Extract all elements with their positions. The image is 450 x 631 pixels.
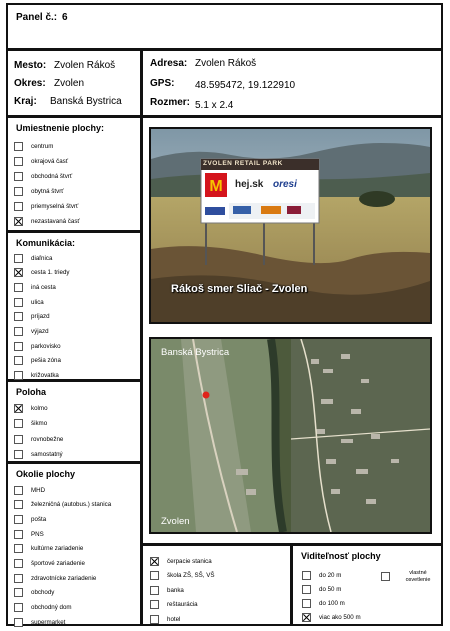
komunikacia-option[interactable] [14, 340, 61, 352]
okolie-label: obchodný dom [31, 604, 72, 612]
komunikacia-checkbox[interactable] [14, 312, 23, 321]
photo-caption: Rákoš smer Sliač - Zvolen [171, 283, 308, 295]
okolie-checkbox[interactable] [14, 618, 23, 627]
poloha-label: šikmo [31, 420, 48, 427]
rozmer-value: 5.1 x 2.4 [195, 100, 234, 111]
poloha-box [6, 380, 142, 463]
poloha-option[interactable] [14, 433, 63, 445]
komunikacia-checkbox[interactable] [14, 283, 23, 292]
okolie-option[interactable] [14, 587, 54, 599]
viditelnost-option[interactable] [302, 611, 361, 623]
viditelnost-option[interactable] [302, 569, 341, 581]
billboard-brand-1: hej.sk [235, 179, 264, 190]
viditelnost-checkbox[interactable] [302, 571, 311, 580]
komunikacia-label: cesta 1. triedy [31, 269, 70, 277]
komunikacia-label: križovatka [31, 372, 59, 380]
okres-label: Okres: [14, 78, 46, 89]
poloha-option[interactable] [14, 449, 63, 461]
okolie-label: supermarket [31, 618, 66, 626]
komunikacia-option[interactable] [14, 326, 49, 338]
umiestnenie-label: nezastavaná časť [31, 217, 80, 225]
billboard-sign-header: ZVOLEN RETAIL PARK [203, 160, 283, 167]
okolie-checkbox[interactable] [14, 486, 23, 495]
umiestnenie-option[interactable] [14, 155, 68, 167]
umiestnenie-option[interactable] [14, 185, 64, 197]
okolie-option[interactable] [14, 528, 44, 540]
umiestnenie-label: okrajová časť [31, 157, 69, 165]
komunikacia-checkbox[interactable] [14, 268, 23, 277]
okolie2-checkbox[interactable] [150, 586, 159, 595]
umiestnenie-option[interactable] [14, 140, 53, 152]
okolie2-label: reštaurácia [167, 601, 198, 608]
okolie-checkbox[interactable] [14, 544, 23, 553]
komunikacia-option[interactable] [14, 311, 50, 323]
umiestnenie-title: Umiestnenie plochy: [16, 123, 105, 133]
okolie-checkbox[interactable] [14, 574, 23, 583]
okolie-option[interactable] [14, 499, 111, 511]
panel-number-value: 6 [62, 12, 68, 23]
okolie-checkbox[interactable] [14, 603, 23, 612]
okolie-label: železničná (autobus.) stanica [31, 501, 112, 509]
umiestnenie-label: priemyselná štvrť [31, 202, 79, 210]
komunikacia-label: ulica [31, 298, 44, 306]
okolie2-label: čerpacie stanica [167, 557, 212, 565]
komunikacia-checkbox[interactable] [14, 298, 23, 307]
umiestnenie-label: obchodná štvrť [31, 172, 73, 180]
komunikacia-checkbox[interactable] [14, 371, 23, 380]
map-bottom-label: Zvolen [161, 516, 190, 527]
okolie2-box [141, 544, 292, 626]
okolie-label: športové zariadenie [31, 560, 86, 567]
viditelnost-checkbox[interactable] [302, 585, 311, 594]
poloha-checkbox[interactable] [14, 404, 23, 413]
okolie-title: Okolie plochy [16, 469, 76, 479]
komunikacia-label: diaľnica [31, 254, 53, 262]
viditelnost-label: do 20 m [319, 571, 342, 579]
kraj-label: Kraj: [14, 96, 37, 107]
kraj-value: Banská Bystrica [50, 96, 122, 107]
okolie-option[interactable] [14, 572, 96, 584]
poloha-checkbox[interactable] [14, 419, 23, 428]
okolie-checkbox[interactable] [14, 588, 23, 597]
billboard-photo [149, 127, 432, 324]
komunikacia-checkbox[interactable] [14, 342, 23, 351]
okolie2-checkbox[interactable] [150, 615, 159, 624]
okolie-option[interactable] [14, 558, 85, 570]
komunikacia-title: Komunikácia: [16, 238, 76, 248]
gps-label: GPS: [150, 78, 175, 89]
poloha-checkbox[interactable] [14, 450, 23, 459]
svg-text:M: M [209, 178, 223, 195]
okolie-label: MHD [31, 486, 46, 494]
osvetlenie-option[interactable] [381, 570, 437, 584]
viditelnost-option[interactable] [302, 597, 345, 609]
umiestnenie-checkbox[interactable] [14, 217, 23, 226]
viditelnost-label: viac ako 500 m [319, 613, 361, 621]
poloha-title: Poloha [16, 387, 47, 397]
okolie2-label: banka [167, 586, 184, 594]
poloha-label: kolmo [31, 404, 48, 412]
komunikacia-label: parkovisko [31, 342, 61, 350]
billboard-brand-2: oresi [273, 179, 297, 190]
map-pin-icon [203, 392, 210, 399]
okolie-label: obchody [31, 589, 55, 597]
umiestnenie-checkbox[interactable] [14, 172, 23, 181]
panel-number-label: Panel č.: [16, 12, 58, 23]
komunikacia-option[interactable] [14, 267, 70, 279]
komunikacia-label: pešia zóna [31, 357, 61, 365]
komunikacia-checkbox[interactable] [14, 254, 23, 263]
umiestnenie-option[interactable] [14, 200, 78, 212]
okolie2-checkbox[interactable] [150, 571, 159, 580]
viditelnost-label: do 50 m [319, 585, 342, 593]
adresa-value: Zvolen Rákoš [195, 58, 257, 69]
osvetlenie-label: vlastné osvetlenie [405, 570, 431, 583]
okolie-checkbox[interactable] [14, 500, 23, 509]
komunikacia-checkbox[interactable] [14, 327, 23, 336]
okolie-box [6, 462, 142, 626]
location-box [6, 49, 142, 117]
gps-value: 48.595472, 19.122910 [195, 80, 296, 91]
komunikacia-label: príjazd [31, 313, 50, 321]
komunikacia-option[interactable] [14, 281, 56, 293]
umiestnenie-checkbox[interactable] [14, 202, 23, 211]
komunikacia-label: výjazd [31, 328, 49, 335]
rozmer-label: Rozmer: [150, 97, 191, 108]
viditelnost-option[interactable] [302, 583, 341, 595]
viditelnost-label: do 100 m [319, 599, 345, 607]
komunikacia-label: iná cesta [31, 283, 56, 291]
okolie-option[interactable] [14, 602, 72, 614]
komunikacia-option[interactable] [14, 355, 61, 367]
adresa-label: Adresa: [150, 58, 188, 69]
okolie2-checkbox[interactable] [150, 600, 159, 609]
komunikacia-box [6, 231, 142, 381]
okolie-label: PNS [31, 530, 44, 538]
umiestnenie-option[interactable] [14, 170, 72, 182]
okolie-option[interactable] [14, 543, 83, 555]
okolie2-label: hotel [167, 615, 181, 623]
okolie2-option[interactable] [150, 613, 180, 625]
viditelnost-checkbox[interactable] [302, 599, 311, 608]
okolie-label: kultúrne zariadenie [31, 545, 84, 553]
umiestnenie-label: obytná štvrť [31, 187, 64, 195]
address-box [141, 49, 443, 117]
poloha-label: rovnobežne [31, 435, 64, 443]
umiestnenie-label: centrum [31, 142, 54, 150]
okolie-option[interactable] [14, 616, 65, 628]
okolie2-option[interactable] [150, 599, 198, 611]
okolie-checkbox[interactable] [14, 530, 23, 539]
umiestnenie-checkbox[interactable] [14, 157, 23, 166]
okolie2-label: škola ZŠ, SŠ, VŠ [167, 572, 215, 579]
okolie-option[interactable] [14, 484, 45, 496]
okolie2-option[interactable] [150, 570, 214, 582]
komunikacia-option[interactable] [14, 252, 52, 264]
umiestnenie-checkbox[interactable] [14, 142, 23, 151]
map-top-label: Banská Bystrica [161, 347, 230, 358]
mesto-label: Mesto: [14, 60, 47, 71]
komunikacia-checkbox[interactable] [14, 356, 23, 365]
poloha-option[interactable] [14, 402, 48, 414]
okolie-option[interactable] [14, 513, 46, 525]
poloha-label: samostatný [31, 451, 63, 458]
umiestnenie-box [6, 116, 142, 232]
okres-value: Zvolen [54, 78, 85, 89]
osvetlenie-checkbox[interactable] [381, 572, 390, 581]
panel-header-box [6, 3, 443, 50]
okolie-label: zdravotnícke zariadenie [31, 574, 97, 582]
aerial-map [149, 337, 432, 534]
viditelnost-box [291, 544, 443, 626]
komunikacia-option[interactable] [14, 296, 44, 308]
okolie2-option[interactable] [150, 584, 184, 596]
umiestnenie-checkbox[interactable] [14, 187, 23, 196]
okolie2-checkbox[interactable] [150, 557, 159, 566]
mesto-value: Zvolen Rákoš [54, 60, 116, 71]
viditelnost-title: Viditeľnosť plochy [301, 551, 381, 561]
okolie-checkbox[interactable] [14, 559, 23, 568]
poloha-option[interactable] [14, 418, 47, 430]
viditelnost-checkbox[interactable] [302, 613, 311, 622]
okolie-label: pošta [31, 515, 47, 523]
okolie-checkbox[interactable] [14, 515, 23, 524]
umiestnenie-option[interactable] [14, 215, 80, 227]
poloha-checkbox[interactable] [14, 435, 23, 444]
okolie2-option[interactable] [150, 555, 212, 567]
